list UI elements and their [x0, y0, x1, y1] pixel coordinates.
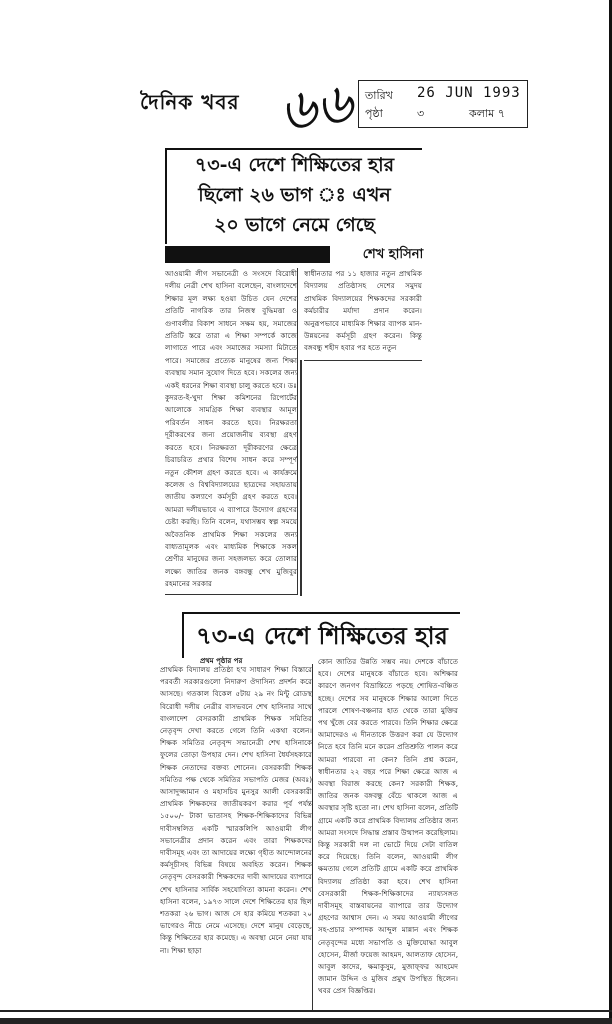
continuation-right-column: কোন জাতির উন্নতি সম্ভব নয়। দেশকে বাঁচাতে হবে। দেশের মানুষকে বাঁচাতে হবে। অশিক্ষার কারণে জনগণ বিভ্রান্তিতে পড়ছে শোষিত-বঞ্চিত হচ্ছে। দেশের সব মানুষকে শিক্ষার আলো দিতে পারলে শোষণ-বঞ্চনার হাত থেকে তারা মুক্তির পথ খুঁজে বের করতে পারবে। তিনি শিক্ষার ক্ষেত্রে আমাদেরও এ দীনতাকে উত্তরণ করা যে উদ্যোগ নিতে হবে তিনি মনে করেন প্রতিশ্রুতি পালন করে আমরা পারবো না কেন? তিনি প্রশ্ন করেন, স্বাধীনতার ২২ বছর পরে শিক্ষা ক্ষেত্রে আজ এ অবস্থা বিরাজ করছে কেন? সরকারী শিক্ষক, জাতির জনক বঙ্গবন্ধু বেঁচে থাকলে আজ এ অবস্থার সৃষ্টি হতো না। শেখ হাসিনা বলেন, প্রতিটি গ্রামে একটি করে প্রাথমিক বিদ্যালয় প্রতিষ্ঠার জন্য আমরা সংসদে সিদ্ধান্ত প্রস্তাব উত্থাপন করেছিলাম। কিন্তু সরকারী দল না ভোটে দিয়ে সেটা বাতিল করে দিয়েছে। তিনি বলেন, আওয়ামী লীগ ক্ষমতায় গেলে প্রতিটি গ্রামে একটি করে প্রাথমিক বিদ্যালয় প্রতিষ্ঠা করা হবে। শেখ হাসিনা বেসরকারী শিক্ষক-শিক্ষিকাদের ন্যায্যসঙ্গত দাবীসমূহ বাস্তবায়নের ব্যাপারে তার উদ্যোগ গ্রহণের আশ্বাস দেন। এ সময় আওয়ামী লীগের সহ-প্রচার সম্পাদক আব্দুল মান্নান এবং শিক্ষক নেতৃবৃন্দের মধ্যে সভাপতি ও মুক্তিযোদ্ধা আবুল হোসেন, মীর্জা ফয়েজ আহমদ, আলতাফ হোসেন, আবুল কাদের, ক্ষমাকুসুম, মুজাফ্ফর আহমেদ জামান উদ্দিন ও মুজিব প্রমুখ উপস্থিত ছিলেন। খবর প্রেস বিজ্ঞপ্তির। — [318, 657, 458, 996]
bottom-edge — [0, 1018, 612, 1024]
continuation-left-column: প্রাথমিক বিদ্যালয় প্রতিষ্ঠা হ'ব সাধারণ শিক্ষা বিস্তারে পরবর্তী সরকারগুলো নিদারুণ ঔদাসিন্য প্রদর্শন করে আসছে। গতকাল বিকেল ৫টায় ২৯ নং মিন্টু রোডস্থ বিরোধী দলীয় নেত্রীর বাসভবনে শেখ হাসিনার সাথে বাংলাদেশ বেসরকারী প্রাথমিক শিক্ষক সমিতির নেতৃবৃন্দ দেখা করতে গেলে তিনি একথা বলেন। শিক্ষক সমিতির নেতৃবৃন্দ সভানেত্রী শেখ হাসিনাকে ফুলের তোড়া উপহার দেন। শেখ হাসিনা ধৈর্যসহকারে শিক্ষক নেতাদের বক্তব্য শোনেন। বেসরকারী শিক্ষক সমিতির পক্ষ থেকে সমিতির সভাপতি মেজর (অবঃ) আসাদুজ্জামান ও মহাসচিব মুনসুর আলী বেসরকারী প্রাথমিক শিক্ষকদের জাতীয়করণ করার পূর্ব পর্যন্ত ১৫০০/- টাকা ভাতাসহ শিক্ষক-শিক্ষিকাদের বিভিন্ন দাবীসম্বলিত একটি স্মারকলিপি আওয়ামী লীগ সভানেত্রীর প্রদান করেন এবং তারা শিক্ষকদের দাবীসমূহ এবং তা আদায়ের লক্ষ্যে গৃহীত আন্দোলনের কর্মসূচীসহ বিভিন্ন বিষয়ে অবহিত করেন। শিক্ষক নেতৃবৃন্দ বেসরকারী শিক্ষকদের দাবী আদায়ের ব্যাপারে শেখ হাসিনার সার্বিক সহযোগিতা কামনা করেন। শেখ হাসিনা বলেন, ১৯৭৩ সালে দেশে শিক্ষিতের হার ছিল শতকরা ২৬ ভাগ। আজ সে হার কমিয়ে শতকরা ২০ ভাগেরও নীচে নেমে এসেছে। দেশে মানুষ বেড়েছে, কিন্তু শিক্ষিতের হার কমেছে। এ অবস্থা মেনে নেয়া যায় না। শিক্ষা ছাড়া — [160, 664, 313, 1010]
stamp-page-value: ৩ — [417, 107, 425, 120]
stamp-date-label: তারিখ — [365, 89, 393, 102]
headline — [165, 148, 422, 244]
newspaper-masthead: দৈনিক খবর — [140, 90, 240, 114]
bottom-rule — [0, 1010, 612, 1012]
headline-line-3: ২০ ভাগে নেমে গেছে — [214, 214, 375, 236]
stamp-page-label: পৃষ্ঠা — [365, 107, 383, 120]
headline-line-2: ছিলো ২৬ ভাগ ঃ এখন — [198, 184, 391, 206]
stamp-column-value: ৭ — [497, 107, 505, 120]
byline: শেখ হাসিনা — [330, 245, 456, 264]
stamp-column-label — [469, 105, 505, 124]
handwritten-mark: ৬৬ — [275, 70, 357, 145]
column-divider — [300, 360, 302, 596]
continuation-reference: প্রথম পৃষ্ঠার পর — [200, 657, 243, 665]
stamp-column-label-text: কলাম — [469, 107, 495, 120]
headline-line-1: ৭৩-এ দেশে শিক্ষিতের হার — [194, 154, 395, 176]
article-right-column: স্বাধীনতার পর ১১ হাজার নতুন প্রাথমিক বিদ্যালয় প্রতিষ্ঠাসহ দেশের সমুদয় প্রাথমিক বিদ্যালয়ের শিক্ষকদের সরকারী কর্মচারীর মর্যাদা প্রদান করেন। অনুরূপভাবে মাধ্যমিক শিক্ষার ব্যাপক মান-উন্নয়নের কর্মসূচী গ্রহণ করেন। কিন্তু বঙ্গবন্ধু শহীদ হবার পর হতে নতুন — [304, 268, 422, 361]
article-left-column: আওয়ামী লীগ সভানেত্রী ও সংসদে বিরোধী দলীয় নেত্রী শেখ হাসিনা বলেছেন, বাংলাদেশে শিক্ষার মূল লক্ষ্য হওয়া উচিত যেন দেশের প্রতিটি নাগরিক তার নিজস্ব বুদ্ধিমত্তা ও গুণাবলীর বিকাশ সাধনে সক্ষম হয়, সমাজের প্রতিটি স্তরে তারা এ শিক্ষা সম্পর্কে কাজে লাগাতে পারে এবং সমাজের সমস্যা মিটাতে পারে। সমাজের প্রত্যেক মানুষের জন্য শিক্ষা ব্যবস্থায় সমান সুযোগ দিতে হবে। সকলের জন্য একই ধরনের শিক্ষা ব্যবস্থা চালু করতে হবে। ডঃ কুদরত-ই-খুদা শিক্ষা কমিশনের রিপোর্টের আলোকে সামগ্রিক শিক্ষা ব্যবস্থার আমূল পরিবর্তন সাধন করতে হবে। নিরক্ষরতা দূরীকরণের জন্য প্রয়োজনীয় ব্যবস্থা গ্রহণ করতে হবে। নিরক্ষরতা দূরীকরণের ক্ষেত্রে চিরাচরিত প্রথার বিশেষ সাধন করে সম্পূর্ণ নতুন কৌশল গ্রহণ করতে হবে। এ কার্যক্রমে কলেজ ও বিশ্ববিদ্যালয়ের ছাত্রদের সহায়তায় জাতীয় কল্যাণে কর্মসূচী গ্রহণ করতে হবে। আমরা দলীয়ভাবে এ ব্যাপারে উদ্যোগ গ্রহণের চেষ্টা করছি। তিনি বলেন, যথাসম্ভব স্বল্প সময়ে অবৈতনিক প্রাথমিক শিক্ষা সকলের জন্য বাধ্যতামূলক এবং মাধ্যমিক শিক্ষাকে সকল শ্রেণীর মানুষের জন্য সহজলভ্য করে তোলার লক্ষ্যে জাতির জনক বঙ্গবন্ধু শেখ মুজিবুর রহমানের সরকার — [165, 268, 298, 595]
date-stamp — [358, 80, 528, 128]
continuation-heading: ৭৩-এ দেশে শিক্ষিতের হার — [182, 612, 460, 658]
stamp-date: 26 JUN 1993 — [417, 85, 521, 101]
